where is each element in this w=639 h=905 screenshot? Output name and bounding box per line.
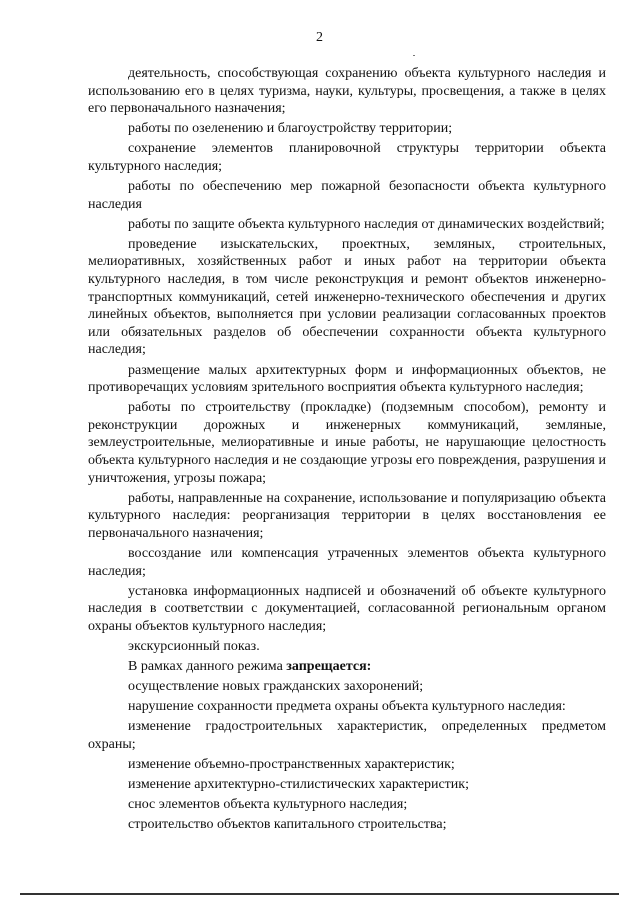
paragraph: воссоздание или компенсация утраченных элементов объекта культурного наследия; [88, 545, 606, 579]
paragraph: размещение малых архитектурных форм и информационных объектов, не противоречащих условиям зрительного восприятия объекта культурного наследия; [88, 362, 606, 396]
paragraph: работы по строительству (прокладке) (подземным способом), ремонту и реконструкции дорожных и инженерных коммуникаций, земляные, землеустроительные, мелиоративные и иные работы, не нарушающие целостность объекта культурного наследия и не создающие угрозы его повреждения, разрушения и уничтожения, угрозы пожара; [88, 400, 606, 486]
prohibited-item: строительство объектов капитального строительства; [128, 817, 447, 833]
prohibition-heading [88, 658, 606, 676]
prohibited-item: снос элементов объекта культурного наследия; [128, 797, 408, 813]
page-number: 2 [316, 30, 323, 45]
prohibited-item: изменение объемно-пространственных характеристик; [128, 756, 455, 772]
paragraph: работы по озеленению и благоустройству территории; [128, 121, 453, 137]
prohibited-item: изменение архитектурно-стилистических характеристик; [128, 777, 469, 793]
paragraph: деятельность, способствующая сохранению объекта культурного наследия и использованию его в целях туризма, науки, культуры, просвещения, а также в целях его первоначального назначения; [88, 66, 606, 117]
paragraph: установка информационных надписей и обозначений об объекте культурного наследия в соответствии с документацией, согласованной региональным органом охраны объектов культурного наследия; [88, 583, 606, 634]
paragraph: проведение изыскательских, проектных, земляных, строительных, мелиоративных, хозяйственных работ и иных работ на территории объекта культурного наследия, в том числе реконструкция и ремонт объектов инженерно-транспортных коммуникаций, сетей инженерно-технического обеспечения и других линейных объектов, выполняется при условии реализации согласованных проектов или обязательных разделов об обеспечении сохранности объекта культурного наследия; [88, 236, 606, 358]
paragraph: экскурсионный показ. [128, 638, 260, 654]
document-body [88, 65, 606, 836]
paragraph: работы по защите объекта культурного наследия от динамических воздействий; [128, 216, 605, 232]
prohibited-item: осуществление новых гражданских захоронений; [128, 679, 424, 695]
prohibition-bold: запрещается: [286, 659, 372, 674]
prohibition-intro: В рамках данного режима [128, 659, 283, 674]
scan-speck [413, 55, 415, 56]
paragraph: работы, направленные на сохранение, использование и популяризацию объекта культурного наследия: реорганизация территории в целях восстановления ее первоначального назначения; [88, 490, 606, 541]
bottom-rule [20, 893, 619, 895]
prohibited-item: нарушение сохранности предмета охраны объекта культурного наследия: [128, 699, 566, 715]
prohibited-item: изменение градостроительных характеристик, определенных предметом охраны; [88, 719, 606, 752]
paragraph: сохранение элементов планировочной структуры территории объекта культурного наследия; [88, 141, 606, 174]
paragraph: работы по обеспечению мер пожарной безопасности объекта культурного наследия [88, 179, 606, 212]
